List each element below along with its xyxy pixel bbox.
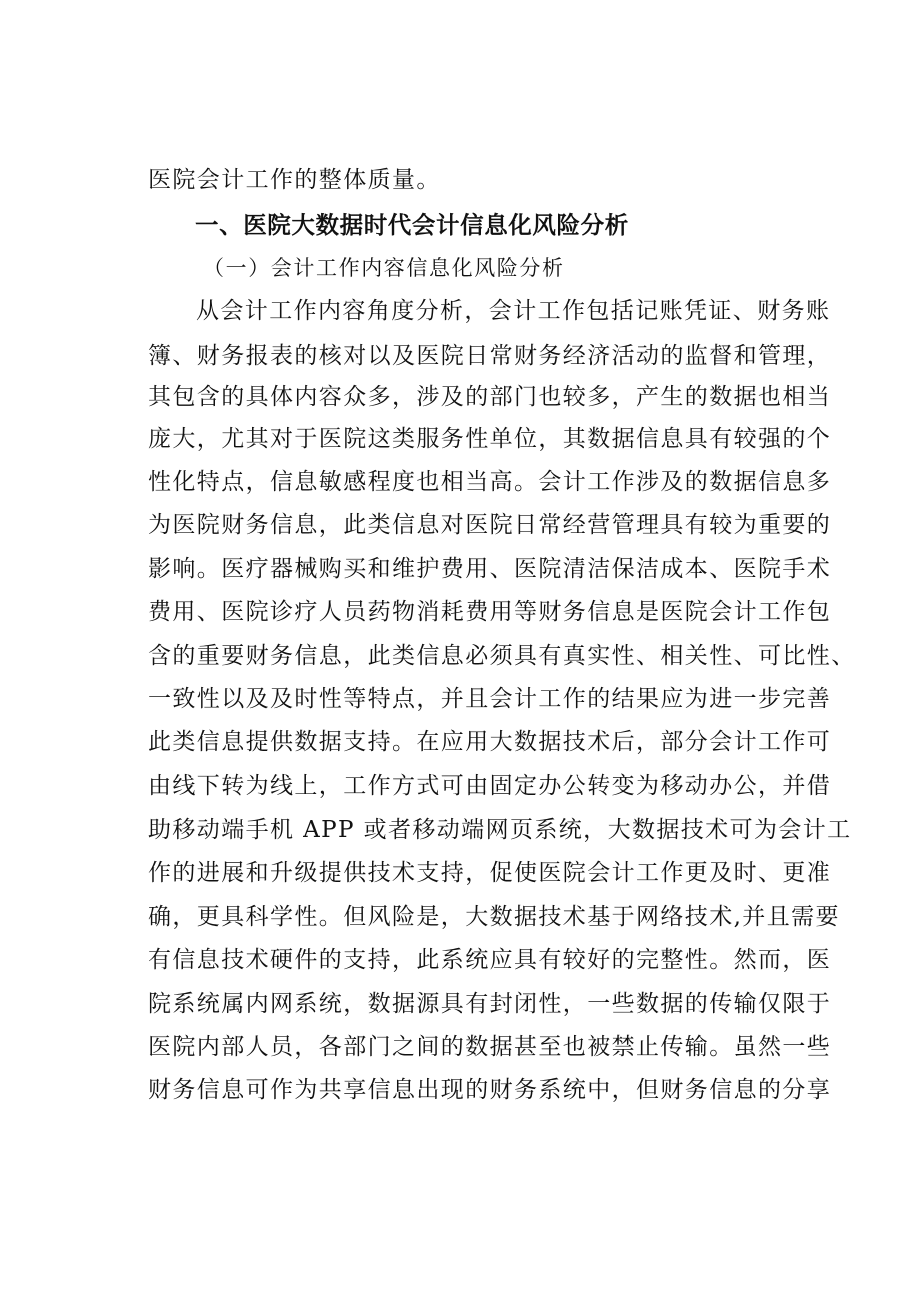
body-line: 一致性以及及时性等特点，并且会计工作的结果应为进一步完善	[148, 686, 832, 712]
section-heading: 一、医院大数据时代会计信息化风险分析	[195, 211, 629, 239]
body-line: 确，更具科学性。但风险是，大数据技术基于网络技术,并且需要	[148, 904, 840, 930]
body-line: 院系统属内网系统，数据源具有封闭性，一些数据的传输仅限于	[148, 991, 832, 1017]
body-line: 医院内部人员，各部门之间的数据甚至也被禁止传输。虽然一些	[148, 1034, 832, 1060]
body-line: 其包含的具体内容众多，涉及的部门也较多，产生的数据也相当	[148, 384, 832, 410]
body-line: 此类信息提供数据支持。在应用大数据技术后，部分会计工作可	[148, 729, 832, 755]
body-line: 簿、财务报表的核对以及医院日常财务经济活动的监督和管理，	[148, 343, 832, 369]
body-line: 由线下转为线上，工作方式可由固定办公转变为移动办公，并借	[148, 773, 832, 799]
body-line: 费用、医院诊疗人员药物消耗费用等财务信息是医院会计工作包	[148, 599, 832, 625]
body-line: 从会计工作内容角度分析，会计工作包括记账凭证、财务账	[196, 298, 831, 324]
body-line: 为医院财务信息，此类信息对医院日常经营管理具有较为重要的	[148, 512, 832, 538]
body-line: 庞大，尤其对于医院这类服务性单位，其数据信息具有较强的个	[148, 426, 832, 452]
body-line: 性化特点，信息敏感程度也相当高。会计工作涉及的数据信息多	[148, 469, 832, 495]
body-line: 含的重要财务信息，此类信息必须具有真实性、相关性、可比性、	[148, 643, 856, 669]
body-line: 助移动端手机 APP 或者移动端网页系统，大数据技术可为会计工	[148, 817, 852, 843]
opening-line: 医院会计工作的整体质量。	[148, 167, 441, 193]
body-line: 影响。医疗器械购买和维护费用、医院清洁保洁成本、医院手术	[148, 556, 832, 582]
body-line: 作的进展和升级提供技术支持，促使医院会计工作更及时、更准	[148, 860, 832, 886]
body-line: 有信息技术硬件的支持，此系统应具有较好的完整性。然而，医	[148, 947, 832, 973]
subsection-heading: （一）会计工作内容信息化风险分析	[203, 256, 565, 280]
body-line: 财务信息可作为共享信息出现的财务系统中，但财务信息的分享	[148, 1077, 832, 1103]
